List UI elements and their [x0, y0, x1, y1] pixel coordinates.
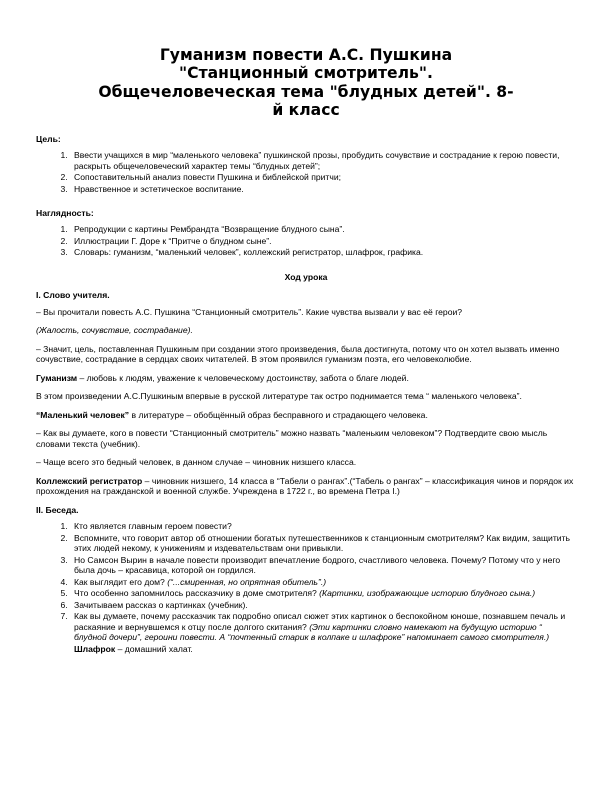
answer-text: (“...смиренная, но опрятная обитель”.) [167, 576, 327, 587]
visuals-item: 3. Словарь: гуманизм, “маленький человек”, коллежский регистратор, шлафрок, графика. [70, 247, 576, 257]
definition-paragraph [36, 476, 576, 497]
section-heading: I. Слово учителя. [36, 290, 110, 301]
document-title: Гуманизм повести А.С. Пушкина "Станционный смотритель". Общечеловеческая тема "блудных детей". 8-й класс [98, 46, 514, 120]
question-list [36, 521, 576, 654]
goal-list [36, 150, 576, 194]
question-item [70, 611, 576, 654]
answer-text: (Эти картинки словно намекают на будущую историю “ блудной дочери”, героини повести. А “почтенный старик в колпаке и шлафроке” напоминает самого смотрителя.) [74, 621, 550, 643]
question-item [70, 577, 576, 587]
goal-item: 1. Ввести учащихся в мир “маленького человека” пушкинской прозы, пробудить сочувствие и сострадание к герою повести, раскрыть общечеловеческий характер темы “блудных детей”; [70, 150, 576, 171]
question-item: 3. Но Самсон Вырин в начале повести производит впечатление бодрого, счастливого человека. Почему? Потому что у него была дочь – красавица, которой он гордился. [70, 555, 576, 576]
definition: в литературе – обобщённый образ бесправного и страдающего человека. [129, 409, 428, 420]
visuals-item: 1. Репродукции с картины Рембрандта “Возвращение блудного сына”. [70, 224, 576, 234]
paragraph: В этом произведении А.С.Пушкиным впервые в русской литературе так остро поднимается тема “ маленького человека”. [36, 391, 522, 402]
definition: – домашний халат. [115, 643, 193, 654]
definition-paragraph [36, 410, 576, 420]
question-text: Что особенно запомнилось рассказчику в доме смотрителя? [74, 588, 320, 599]
paragraph: – Чаще всего это бедный человек, в данном случае – чиновник низшего класса. [36, 457, 357, 468]
term: Гуманизм [36, 372, 78, 383]
paragraph: (Жалость, сочувствие, сострадание). [36, 325, 193, 336]
goal-label: Цель: [36, 133, 61, 144]
paragraph: – Вы прочитали повесть А.С. Пушкина “Станционный смотритель”. Какие чувства вызвали у вас её герои? [36, 306, 463, 317]
question-item: 6. Зачитываем рассказ о картинках (учебник). [70, 600, 576, 610]
paragraph: – Как вы думаете, кого в повести “Станционный смотритель” можно назвать “маленьким человеком”? Подтвердите свою мысль словами текста (учебник). [36, 428, 548, 449]
definition: – любовь к людям, уважение к человеческому достоинству, забота о благе людей. [77, 372, 409, 383]
question-item: 1. Кто является главным героем повести? [70, 521, 576, 531]
term: “Маленький человек” [36, 409, 130, 420]
question-item: 2. Вспомните, что говорит автор об отношении богатых путешественников к станционным смотрителям? Как видим, защитить этих людей некому, к унижениям и издевательствам они привыкли. [70, 533, 576, 554]
visuals-list [36, 224, 576, 257]
paragraph: – Значит, цель, поставленная Пушкиным при создании этого произведения, была достигнута, потому что он хотел вызвать именно сочувствие, сострадание в сердцах своих читателей. В этом проявился гуманизм поэта, его человеколюбие. [36, 343, 560, 365]
answer-text: (Картинки, изображающие историю блудного сына.) [319, 588, 536, 599]
question-item [70, 588, 576, 598]
section-heading: II. Беседа. [36, 504, 79, 515]
visuals-item: 2. Иллюстрации Г. Доре к “Притче о блудном сыне”. [70, 236, 576, 246]
definition-paragraph [36, 373, 576, 383]
visuals-label: Наглядность: [36, 207, 94, 218]
term: Шлафрок [74, 643, 116, 654]
goal-item: 3. Нравственное и эстетическое воспитание. [70, 184, 576, 194]
definition-line [74, 644, 576, 654]
lesson-heading: Ход урока [284, 271, 328, 282]
term: Коллежский регистратор [36, 475, 143, 486]
definition: – чиновник низшего, 14 класса в “Табели о рангах”.(“Табель о рангах” – классификация чинов и порядок их прохождения на гражданской и военной службе. Учреждена в 1722 г., во времена Петра I.) [36, 475, 574, 497]
document-page [36, 46, 576, 668]
question-text: Как вы думаете, почему рассказчик так подробно описал сюжет этих картинок о беспокойном юноше, познавшем печаль и раскаяние и вернувшемся к отцу после долгого скитания? [74, 611, 566, 632]
goal-item: 2. Сопоставительный анализ повести Пушкина и библейской притчи; [70, 172, 576, 182]
question-text: Как выглядит его дом? [74, 576, 168, 587]
